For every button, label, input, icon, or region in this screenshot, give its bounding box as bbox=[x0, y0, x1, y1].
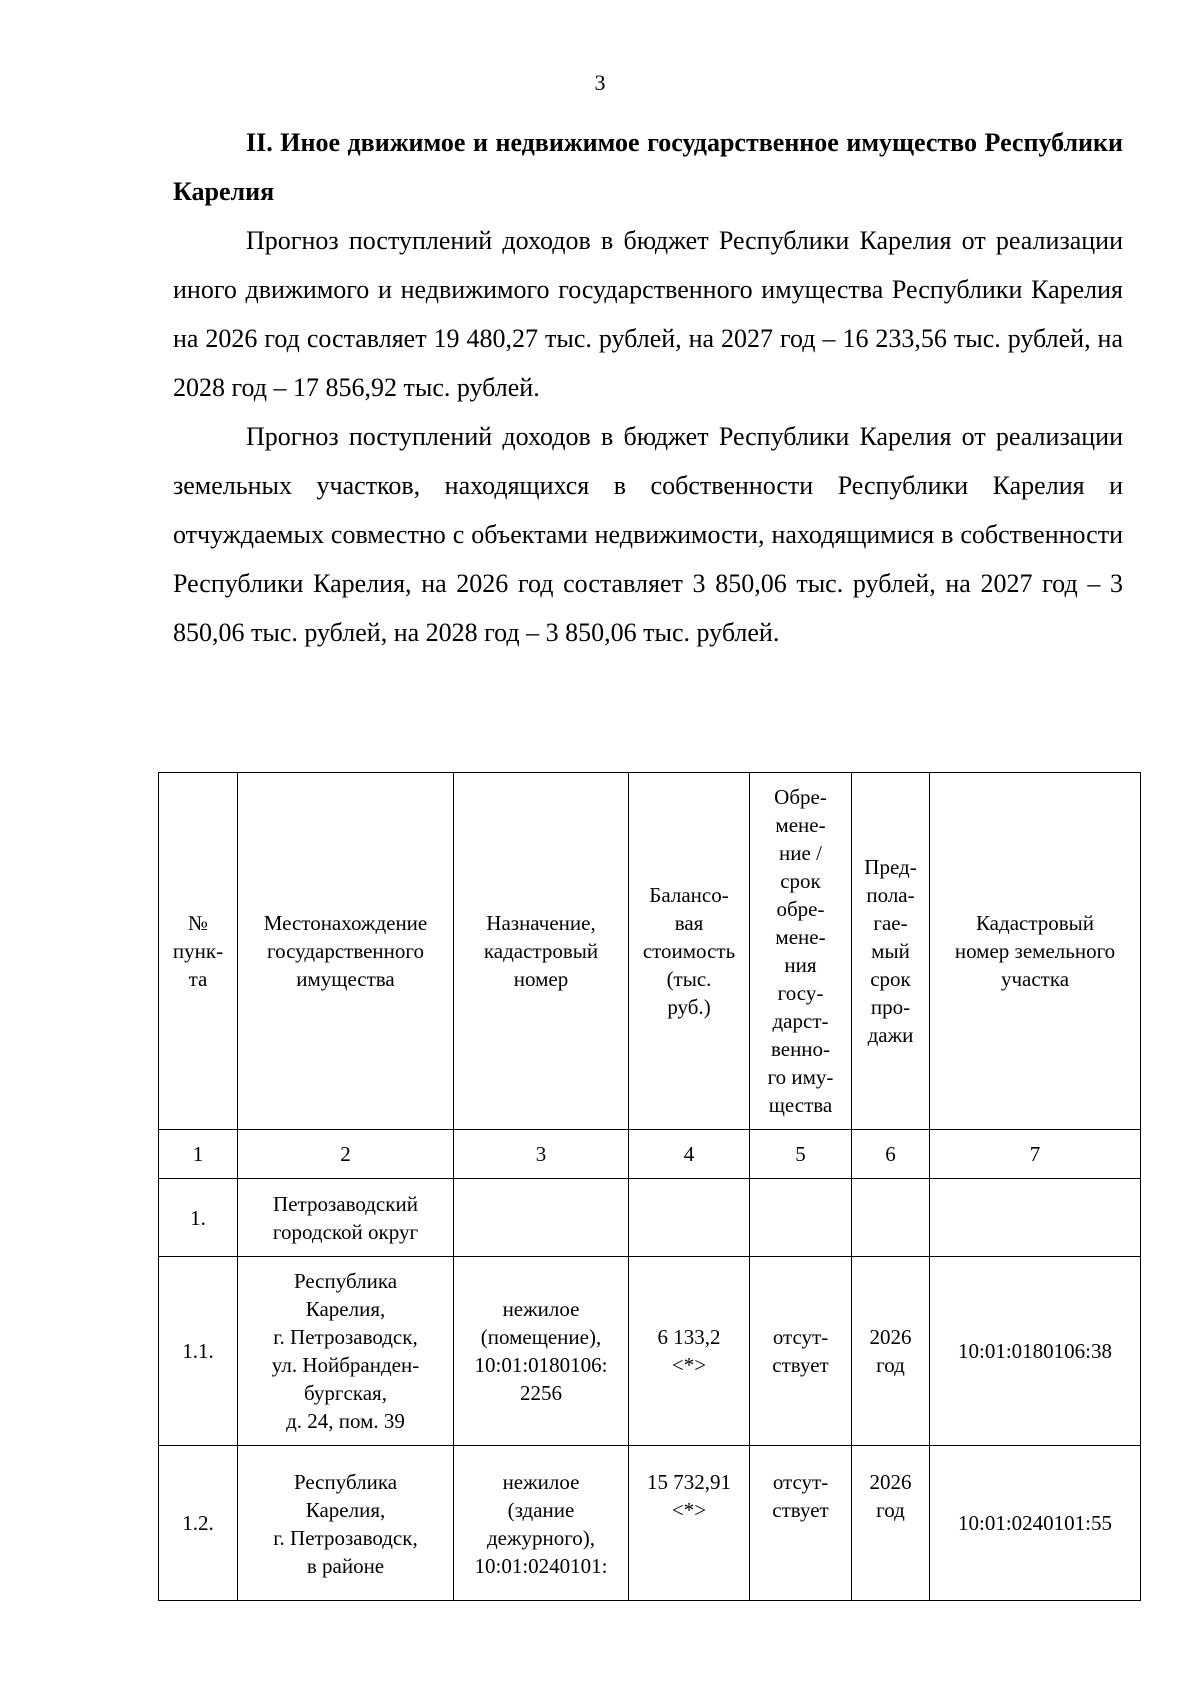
cell-land-cadastral: 10:01:0180106:38 bbox=[930, 1257, 1141, 1446]
table-row bbox=[159, 1179, 1141, 1257]
header-balance-value: Балансо- вая стоимость (тыс. руб.) bbox=[629, 773, 750, 1130]
table-row bbox=[159, 1446, 1141, 1601]
cell-item-number: 1. bbox=[159, 1179, 238, 1257]
column-number: 7 bbox=[930, 1130, 1141, 1179]
column-number: 4 bbox=[629, 1130, 750, 1179]
cell-encumbrance: отсут- ствует bbox=[750, 1446, 852, 1601]
header-sale-term: Пред- пола- гае- мый срок про- дажи bbox=[852, 773, 930, 1130]
cell-encumbrance bbox=[750, 1179, 852, 1257]
cell-item-number: 1.1. bbox=[159, 1257, 238, 1446]
column-number: 3 bbox=[454, 1130, 629, 1179]
page-number: 3 bbox=[594, 70, 606, 95]
cell-balance-value: 15 732,91 <*> bbox=[629, 1446, 750, 1601]
cell-purpose: нежилое (здание дежурного), 10:01:0240101: bbox=[454, 1446, 629, 1601]
table-row bbox=[159, 1257, 1141, 1446]
paragraph-property-forecast: Прогноз поступлений доходов в бюджет Республики Карелия от реализации иного движимого и недвижимого государственного имущества Республики Карелия на 2026 год составляет 19 480,27 тыс. рублей, на 2027 год – 16 233,56 тыс. рублей, на 2028 год – 17 856,92 тыс. рублей. bbox=[173, 226, 1123, 402]
cell-sale-term bbox=[852, 1179, 930, 1257]
cell-land-cadastral bbox=[930, 1179, 1141, 1257]
header-location: Местонахождение государственного имущества bbox=[238, 773, 454, 1130]
paragraph-land-forecast: Прогноз поступлений доходов в бюджет Республики Карелия от реализации земельных участков, находящихся в собственности Республики Карелия и отчуждаемых совместно с объектами недвижимости, находящимися в собственности Республики Карелия, на 2026 год составляет 3 850,06 тыс. рублей, на 2027 год – 3 850,06 тыс. рублей, на 2028 год – 3 850,06 тыс. рублей. bbox=[173, 422, 1123, 647]
cell-land-cadastral: 10:01:0240101:55 bbox=[930, 1446, 1141, 1601]
cell-item-number: 1.2. bbox=[159, 1446, 238, 1601]
header-purpose: Назначение, кадастровый номер bbox=[454, 773, 629, 1130]
property-table bbox=[158, 772, 1141, 1601]
cell-location: Республика Карелия, г. Петрозаводск, ул. Нойбранден- бургская, д. 24, пом. 39 bbox=[238, 1257, 454, 1446]
cell-sale-term: 2026 год bbox=[852, 1257, 930, 1446]
body-text bbox=[173, 118, 1123, 657]
column-number: 5 bbox=[750, 1130, 852, 1179]
cell-balance-value bbox=[629, 1179, 750, 1257]
column-number: 2 bbox=[238, 1130, 454, 1179]
cell-location: Петрозаводский городской округ bbox=[238, 1179, 454, 1257]
column-number-row bbox=[159, 1130, 1141, 1179]
cell-sale-term: 2026 год bbox=[852, 1446, 930, 1601]
cell-purpose bbox=[454, 1179, 629, 1257]
header-land-cadastral: Кадастровый номер земельного участка bbox=[930, 773, 1141, 1130]
table-header-row bbox=[159, 773, 1141, 1130]
header-item-number: № пунк- та bbox=[159, 773, 238, 1130]
cell-balance-value: 6 133,2 <*> bbox=[629, 1257, 750, 1446]
section-heading: II. Иное движимое и недвижимое государственное имущество Республики Карелия bbox=[173, 128, 1123, 206]
cell-purpose: нежилое (помещение), 10:01:0180106: 2256 bbox=[454, 1257, 629, 1446]
cell-encumbrance: отсут- ствует bbox=[750, 1257, 852, 1446]
cell-location: Республика Карелия, г. Петрозаводск, в районе bbox=[238, 1446, 454, 1601]
column-number: 1 bbox=[159, 1130, 238, 1179]
header-encumbrance: Обре- мене- ние / срок обре- мене- ния госу- дарст- венно- го иму- щества bbox=[750, 773, 852, 1130]
column-number: 6 bbox=[852, 1130, 930, 1179]
